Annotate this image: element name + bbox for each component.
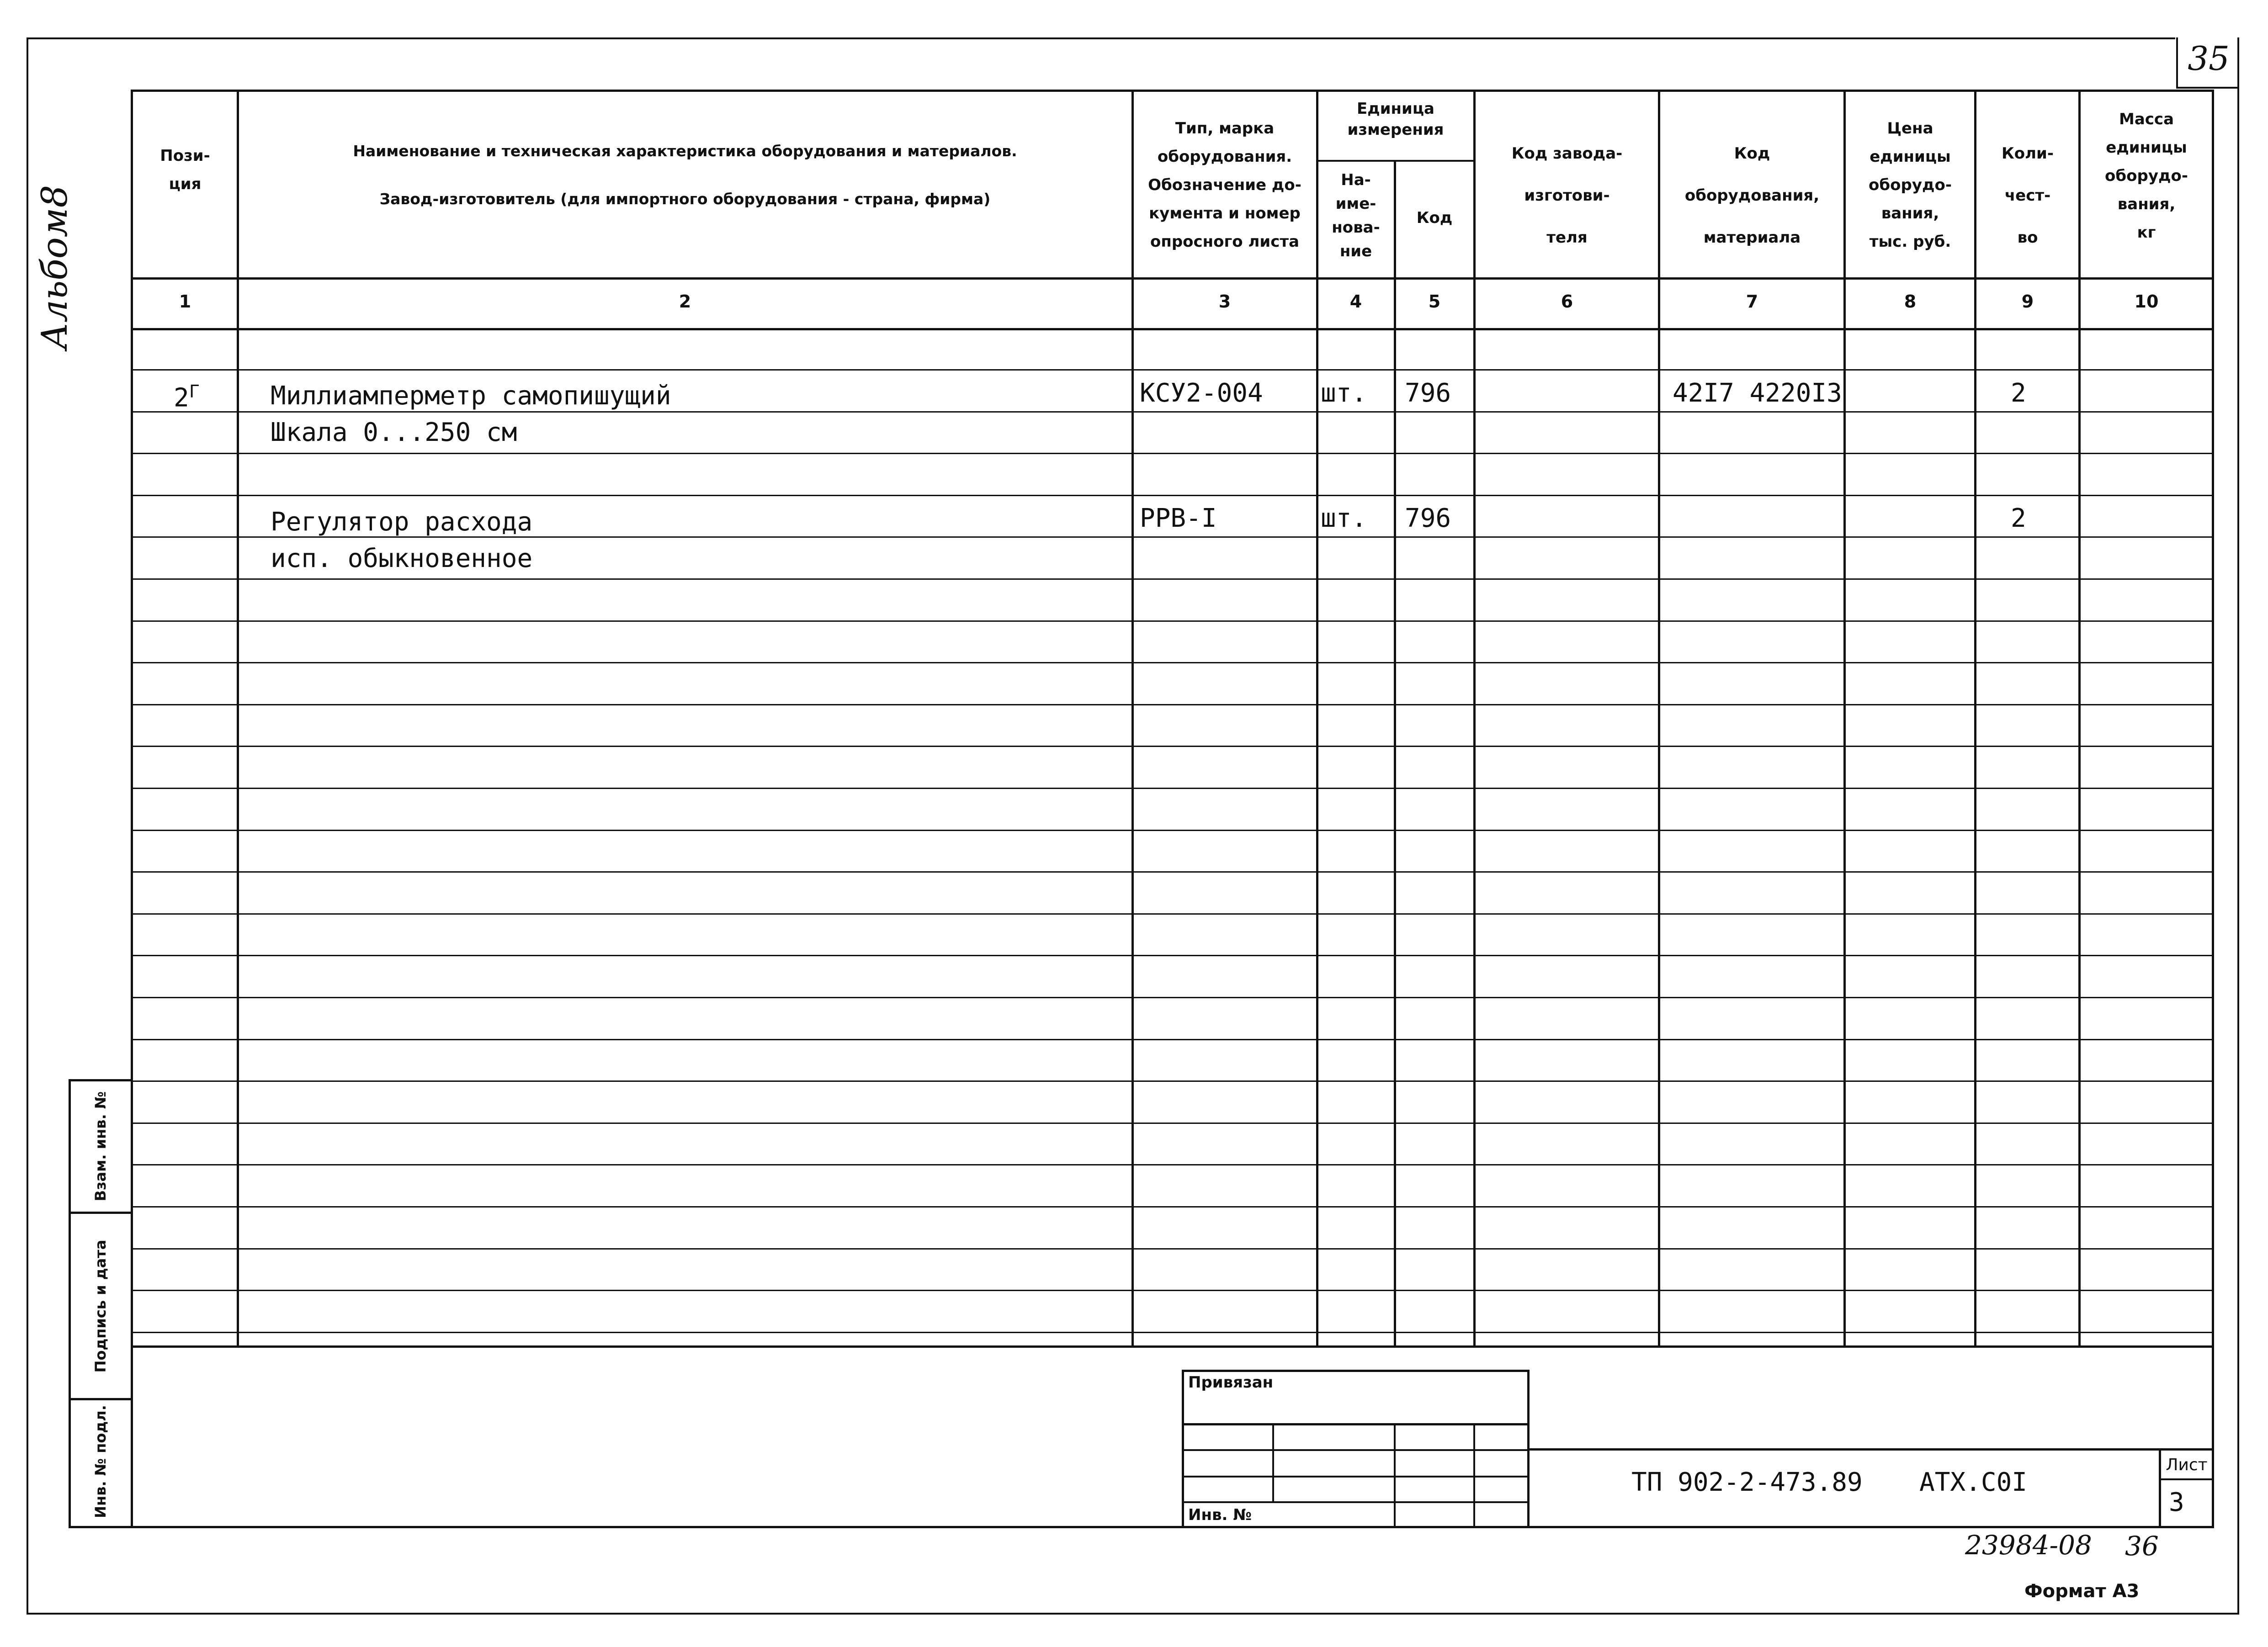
- row-rule: [132, 788, 2214, 789]
- row1-position: 2: [174, 383, 189, 413]
- row-rule: [132, 369, 2214, 371]
- tb-grid-h4: [1182, 1501, 1529, 1503]
- row-rule: [132, 1164, 2214, 1165]
- header-unit: Единица измерения: [1347, 100, 1444, 139]
- col-line-3: [1316, 90, 1318, 1347]
- col-line-1: [237, 90, 239, 1347]
- header-quantity: Коли- чест- во: [2002, 144, 2054, 247]
- frame-right: [2212, 90, 2214, 1528]
- col-line-7: [1843, 90, 1846, 1347]
- stamp-podpis: Подпись и дата: [92, 1239, 109, 1373]
- row-rule: [132, 1248, 2214, 1250]
- row1-equipment-code: 42I7 4220I3: [1673, 378, 1842, 408]
- sheet-border-top: [27, 37, 2175, 39]
- row4-name: исп. обыкновенное: [271, 544, 533, 573]
- sheet-border-bottom: [27, 1613, 2239, 1615]
- header-unit-name: На- име- нова- ние: [1332, 171, 1380, 260]
- tb-doc-mark: АТХ.С0I: [1919, 1467, 2028, 1497]
- header-bottom-line: [132, 277, 2214, 280]
- row-rule: [132, 746, 2214, 747]
- row3-quantity: 2: [2011, 503, 2026, 533]
- row1-type: КСУ2-004: [1140, 378, 1263, 408]
- row-rule: [132, 955, 2214, 956]
- tb-list-mid: [2159, 1478, 2214, 1480]
- numbers-bottom-line: [132, 328, 2214, 330]
- sheet-border-right: [2237, 37, 2239, 1615]
- col-number-3: 3: [1218, 291, 1231, 312]
- row-rule: [132, 620, 2214, 622]
- col-number-5: 5: [1428, 291, 1441, 312]
- stamp-left-edge: [69, 1079, 71, 1528]
- tb-grid-v3: [1473, 1423, 1475, 1528]
- corner-box-bottom: [2176, 87, 2239, 89]
- header-mass: Масса единицы оборудо- вания, кг: [2105, 110, 2188, 242]
- col-number-2: 2: [679, 291, 691, 312]
- row3-unit: шт.: [1321, 503, 1367, 533]
- archive-page: 36: [2125, 1530, 2159, 1562]
- tb-privyazan-label: Привязан: [1188, 1373, 1274, 1392]
- header-position: Пози- ция: [160, 147, 210, 193]
- row3-unit-code: 796: [1405, 503, 1451, 533]
- table-bottom-line: [132, 1345, 2214, 1348]
- tb-grid-h2: [1182, 1449, 1529, 1451]
- tb-privyazan-top: [1182, 1370, 1529, 1372]
- col-number-9: 9: [2021, 291, 2034, 312]
- col-line-4: [1394, 160, 1396, 1347]
- col-number-10: 10: [2134, 291, 2159, 312]
- col-line-5: [1473, 90, 1476, 1347]
- tb-grid-v2: [1394, 1423, 1396, 1528]
- stamp-inv-podl: Инв. № подл.: [92, 1405, 109, 1518]
- tb-grid-h1: [1182, 1423, 1529, 1425]
- row1-quantity: 2: [2011, 378, 2026, 408]
- tb-grid-v1: [1272, 1423, 1274, 1502]
- header-type: Тип, марка оборудования. Обозначение до- кумента и номер опросного листа: [1148, 119, 1301, 251]
- tb-inv-no-label: Инв. №: [1188, 1506, 1252, 1524]
- row1-position-sup: Г: [189, 381, 200, 402]
- frame-bottom: [69, 1526, 2214, 1528]
- row-rule: [132, 1039, 2214, 1040]
- col-number-6: 6: [1561, 291, 1573, 312]
- tb-privyazan-left: [1182, 1370, 1184, 1528]
- col-number-7: 7: [1746, 291, 1758, 312]
- tb-list-label: Лист: [2166, 1456, 2208, 1474]
- frame-left: [131, 90, 133, 1528]
- frame-top: [132, 90, 2214, 92]
- col-number-8: 8: [1904, 291, 1917, 312]
- header-unit-code: Код: [1416, 209, 1453, 227]
- row3-type: РРВ-I: [1140, 503, 1217, 533]
- row3-name: Регулятор расхода: [271, 507, 533, 537]
- header-equipment-code: Код оборудования, материала: [1684, 144, 1820, 247]
- album-label: Альбом8: [34, 185, 75, 350]
- row-rule: [132, 1123, 2214, 1124]
- row-rule: [132, 871, 2214, 873]
- tb-list-number: 3: [2169, 1488, 2184, 1517]
- row-rule: [132, 662, 2214, 663]
- format-label: Формат А3: [2024, 1581, 2140, 1602]
- col-number-4: 4: [1349, 291, 1362, 312]
- header-name-line1: Наименование и техническая характеристика оборудования и материалов.: [353, 142, 1017, 160]
- row-rule: [132, 578, 2214, 580]
- header-plant-code: Код завода- изготови- теля: [1511, 144, 1623, 247]
- tb-doc-code: ТП 902-2-473.89: [1631, 1467, 1863, 1497]
- corner-page-number: 35: [2188, 39, 2230, 78]
- sheet-border-left: [27, 37, 28, 1614]
- row2-name: Шкала 0...250 см: [271, 418, 517, 447]
- col-line-9: [2078, 90, 2081, 1347]
- archive-number: 23984-08: [1965, 1530, 2092, 1561]
- row-rule: [132, 1290, 2214, 1291]
- row-rule: [132, 1332, 2214, 1333]
- corner-box-left: [2176, 37, 2178, 89]
- row-rule: [132, 1206, 2214, 1207]
- row-rule: [132, 453, 2214, 454]
- col-line-6: [1658, 90, 1660, 1347]
- header-name-line2: Завод-изготовитель (для импортного оборудования - страна, фирма): [379, 190, 991, 208]
- row1-name: Миллиамперметр самопишущий: [271, 381, 671, 411]
- row-rule: [132, 495, 2214, 496]
- header-price: Цена единицы оборудо- вания, тыс. руб.: [1869, 119, 1952, 251]
- table-row: [174, 376, 200, 414]
- row-rule: [132, 1080, 2214, 1082]
- stamp-vzam: Взам. инв. №: [92, 1091, 109, 1202]
- tb-list-left: [2159, 1448, 2161, 1528]
- row-rule: [132, 830, 2214, 831]
- col-line-2: [1131, 90, 1134, 1347]
- row-rule: [132, 704, 2214, 705]
- col-line-8: [1974, 90, 1976, 1347]
- row-rule: [132, 997, 2214, 998]
- row-rule: [132, 913, 2214, 915]
- row1-unit: шт.: [1321, 378, 1367, 408]
- unit-subheader-line: [1317, 160, 1474, 162]
- row1-unit-code: 796: [1405, 378, 1451, 408]
- tb-grid-h3: [1182, 1476, 1529, 1478]
- col-number-1: 1: [179, 291, 191, 312]
- tb-main-top: [1527, 1448, 2213, 1451]
